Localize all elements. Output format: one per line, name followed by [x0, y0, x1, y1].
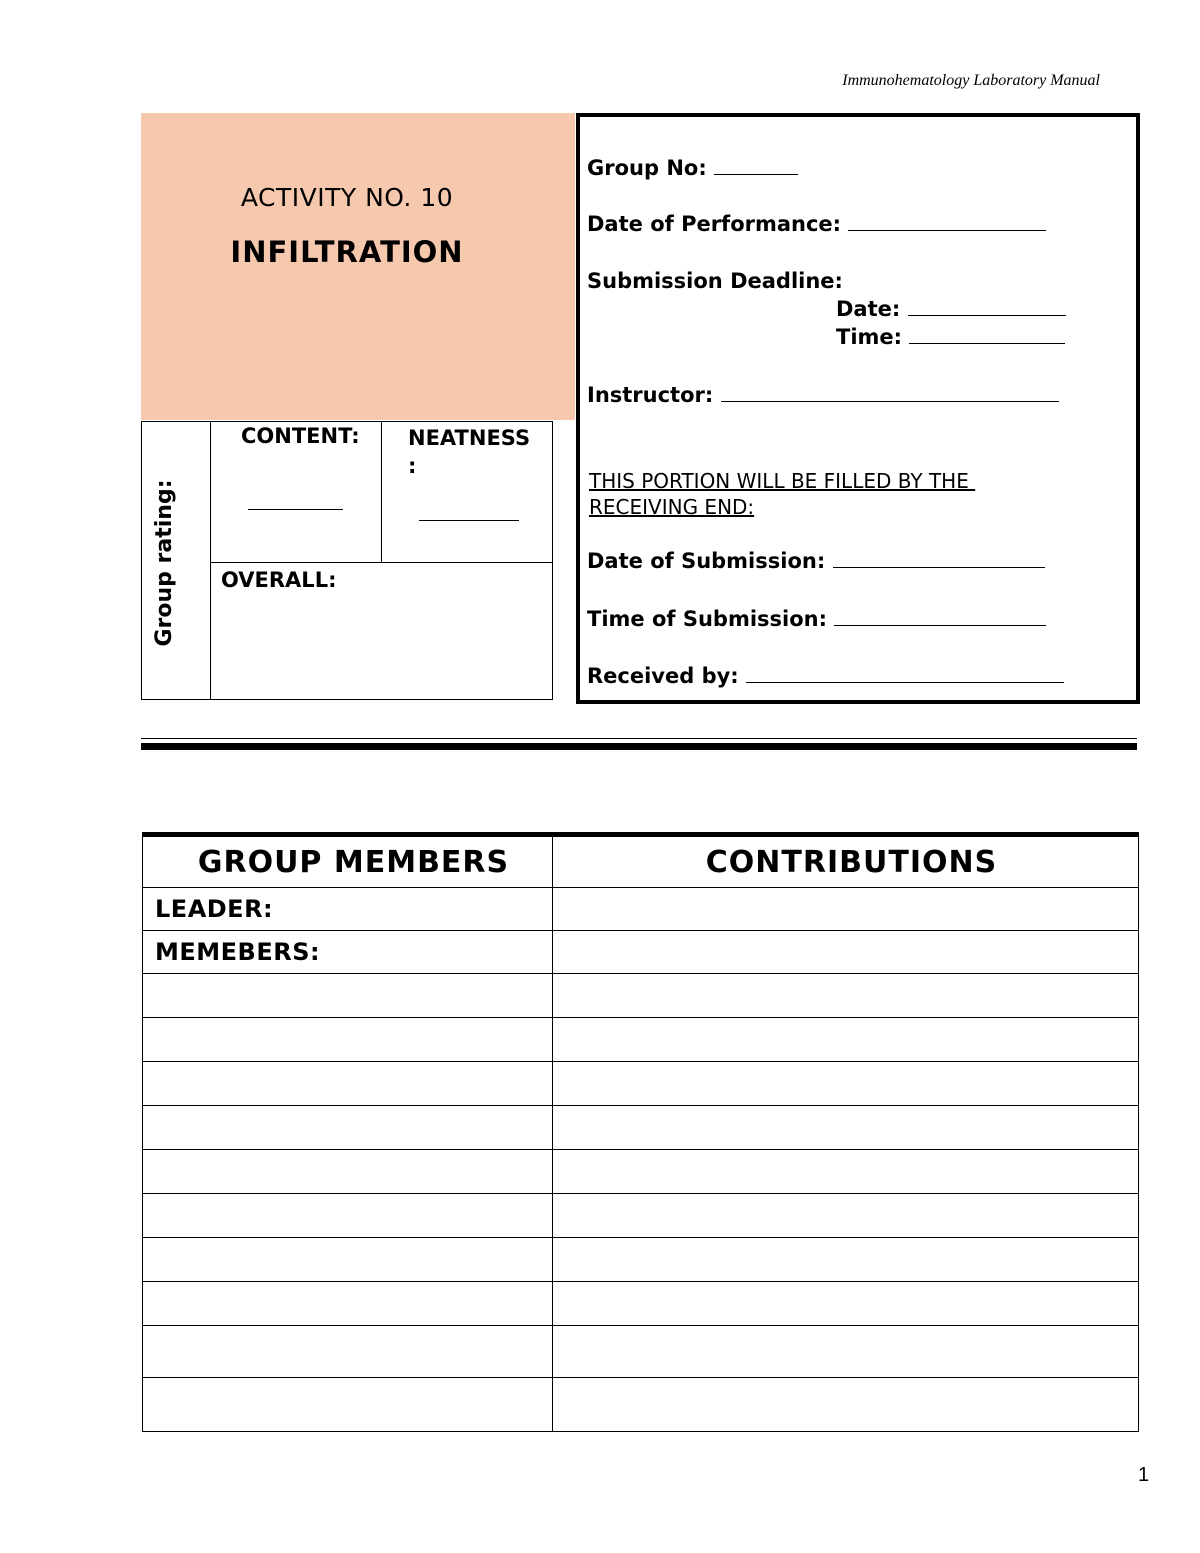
date-of-submission-label: Date of Submission:: [587, 549, 826, 573]
date-of-performance-label: Date of Performance:: [587, 212, 842, 236]
activity-number: ACTIVITY NO. 10: [240, 183, 454, 212]
group-rating-label: Group rating:: [152, 479, 177, 647]
neatness-label: [408, 424, 530, 480]
separator-thick: [141, 743, 1137, 750]
member-cell[interactable]: [143, 1106, 553, 1150]
deadline-date-label: Date:: [836, 297, 901, 321]
notice-line-1: THIS PORTION WILL BE FILLED BY THE: [589, 469, 976, 493]
received-by-field[interactable]: [587, 664, 1064, 688]
deadline-time-blank[interactable]: [909, 325, 1065, 344]
contribution-cell[interactable]: [553, 1018, 1139, 1062]
member-cell[interactable]: [143, 1326, 553, 1378]
table-row: [143, 1150, 1139, 1194]
member-cell[interactable]: LEADER:: [143, 888, 553, 931]
table-row: [143, 1062, 1139, 1106]
table-row: [143, 1326, 1139, 1378]
submission-deadline-label: Submission Deadline:: [587, 269, 843, 293]
contribution-cell[interactable]: [553, 888, 1139, 931]
notice-line-2: RECEIVING END:: [589, 495, 755, 519]
divider: [210, 421, 211, 699]
deadline-time-field[interactable]: [836, 325, 1065, 349]
member-cell[interactable]: [143, 1062, 553, 1106]
table-row: [143, 1378, 1139, 1432]
contribution-cell[interactable]: [553, 1062, 1139, 1106]
table-row: [143, 1282, 1139, 1326]
overall-label: OVERALL:: [221, 568, 337, 592]
group-members-table: [142, 832, 1139, 1432]
table-row: [143, 1106, 1139, 1150]
contribution-cell[interactable]: [553, 1378, 1139, 1432]
member-cell[interactable]: MEMEBERS:: [143, 931, 553, 974]
time-of-submission-field[interactable]: [587, 607, 1046, 631]
member-cell[interactable]: [143, 1018, 553, 1062]
date-of-performance-field[interactable]: [587, 212, 1046, 236]
instructor-label: Instructor:: [587, 383, 714, 407]
received-by-blank[interactable]: [746, 664, 1064, 683]
contribution-cell[interactable]: [553, 1282, 1139, 1326]
member-cell[interactable]: [143, 1194, 553, 1238]
receiving-end-notice: [589, 468, 975, 520]
content-label: CONTENT:: [241, 424, 360, 448]
separator-thin: [141, 738, 1137, 739]
group-members-header: GROUP MEMBERS: [143, 835, 553, 888]
table-row: [143, 1238, 1139, 1282]
contribution-cell[interactable]: [553, 931, 1139, 974]
neatness-label-text: NEATNESS: [408, 426, 531, 450]
member-cell[interactable]: [143, 1150, 553, 1194]
table-row: [143, 1194, 1139, 1238]
deadline-date-blank[interactable]: [908, 297, 1066, 316]
neatness-label-colon: :: [408, 454, 417, 478]
received-by-label: Received by:: [587, 664, 739, 688]
contribution-cell[interactable]: [553, 1326, 1139, 1378]
member-cell[interactable]: [143, 1238, 553, 1282]
member-cell[interactable]: [143, 974, 553, 1018]
member-cell[interactable]: [143, 1378, 553, 1432]
activity-title: INFILTRATION: [230, 235, 464, 269]
divider: [210, 562, 552, 563]
contribution-cell[interactable]: [553, 1238, 1139, 1282]
page-number: 1: [1138, 1464, 1150, 1486]
deadline-date-field[interactable]: [836, 297, 1066, 321]
member-cell[interactable]: [143, 1282, 553, 1326]
instructor-field[interactable]: [587, 383, 1059, 407]
manual-title: Immunohematology Laboratory Manual: [842, 72, 1100, 89]
date-of-performance-blank[interactable]: [848, 212, 1046, 231]
instructor-blank[interactable]: [721, 383, 1059, 402]
group-no-field[interactable]: [587, 156, 798, 180]
group-no-label: Group No:: [587, 156, 707, 180]
contribution-cell[interactable]: [553, 974, 1139, 1018]
table-row: [143, 888, 1139, 931]
table-row: [143, 974, 1139, 1018]
date-of-submission-field[interactable]: [587, 549, 1045, 573]
table-row: [143, 931, 1139, 974]
divider: [381, 421, 382, 563]
contribution-cell[interactable]: [553, 1194, 1139, 1238]
time-of-submission-blank[interactable]: [834, 607, 1046, 626]
contributions-header: CONTRIBUTIONS: [553, 835, 1139, 888]
deadline-time-label: Time:: [836, 325, 903, 349]
date-of-submission-blank[interactable]: [833, 549, 1045, 568]
content-score-blank[interactable]: [248, 509, 343, 510]
table-row: [143, 1018, 1139, 1062]
contribution-cell[interactable]: [553, 1106, 1139, 1150]
neatness-score-blank[interactable]: [419, 520, 519, 521]
group-no-blank[interactable]: [714, 156, 798, 175]
contribution-cell[interactable]: [553, 1150, 1139, 1194]
table-header-row: [143, 835, 1139, 888]
time-of-submission-label: Time of Submission:: [587, 607, 827, 631]
